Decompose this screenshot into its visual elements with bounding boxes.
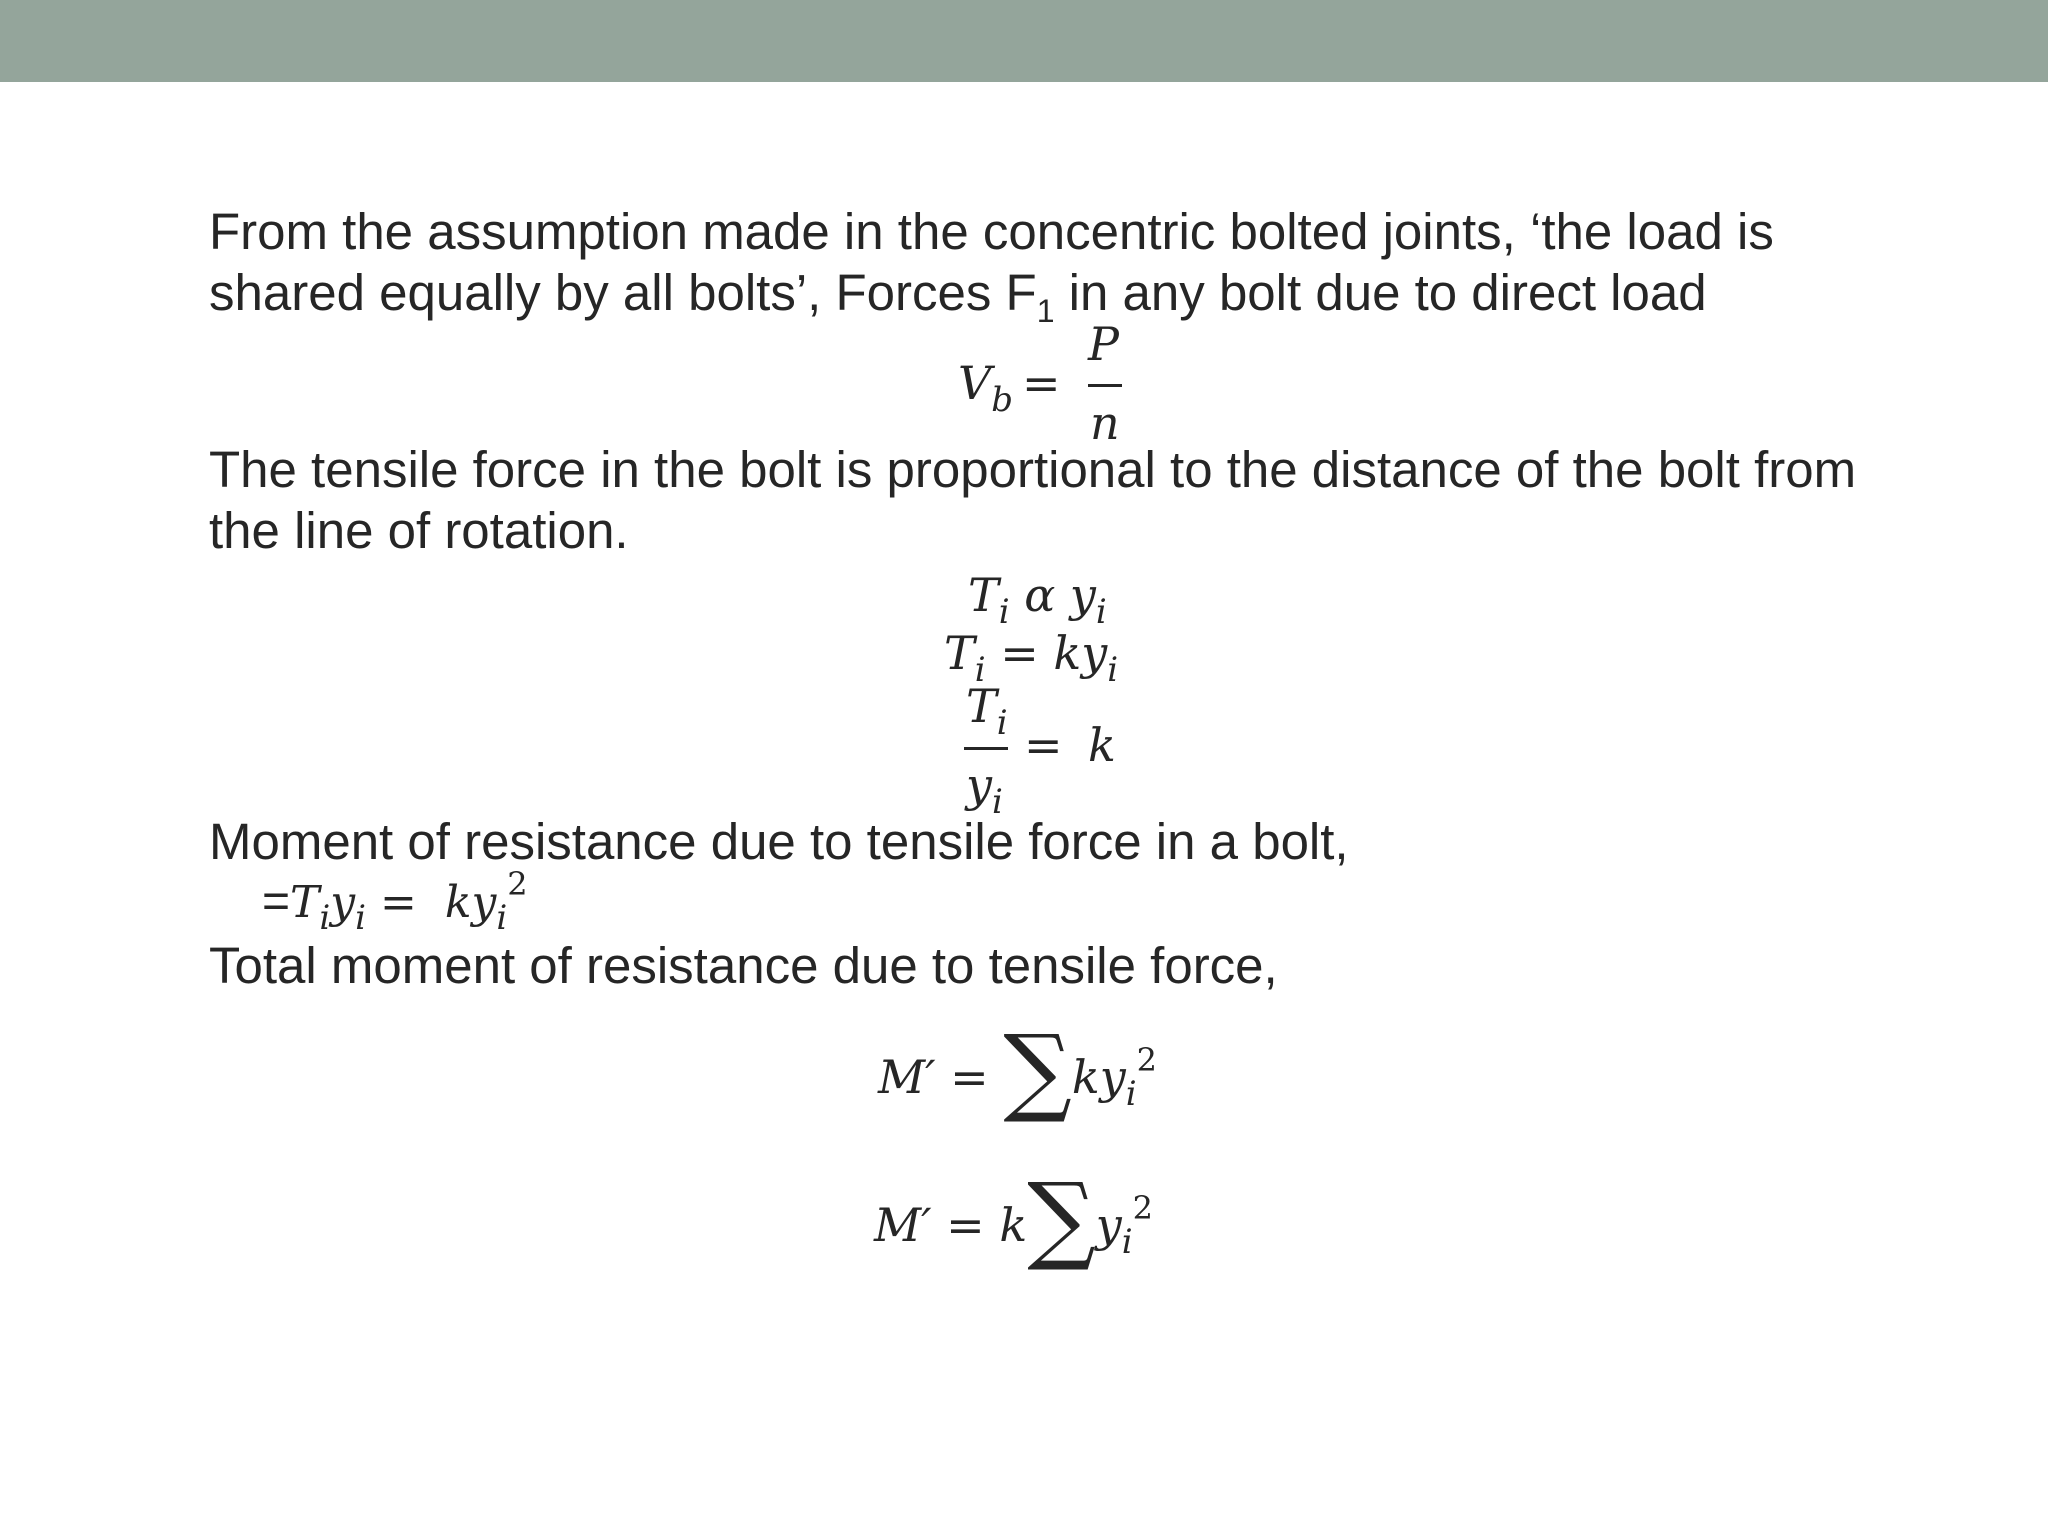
eq3-k: k <box>1053 626 1082 680</box>
eq4-T-subscript: i <box>996 703 1008 743</box>
eq4-denominator <box>966 758 1003 822</box>
eq6-y: y <box>1099 1050 1126 1104</box>
eq7-superscript: 2 <box>1132 1189 1153 1227</box>
eq6-y-subscript: i <box>1125 1074 1137 1114</box>
eq2-T: T <box>968 568 999 622</box>
eq3 <box>944 626 1119 690</box>
eq5-T-subscript: i <box>319 898 331 938</box>
eq5-y2: y <box>471 877 497 928</box>
eq1-denominator: n <box>1090 396 1120 450</box>
eq5-y: y <box>330 877 356 928</box>
eq3-T: T <box>944 626 975 680</box>
eq4-T: T <box>966 679 997 733</box>
eq4-fraction-bar <box>964 747 1008 750</box>
para1-line1: From the assumption made in the concentric bolted joints, ‘the load is <box>209 203 1774 260</box>
eq7 <box>874 1160 1153 1274</box>
eq6-superscript: 2 <box>1136 1041 1157 1079</box>
eq5 <box>262 865 528 938</box>
eq5-T: T <box>290 877 320 928</box>
eq1-equals: = <box>1022 356 1061 410</box>
para1-line2-subscript: 1 <box>1036 293 1055 329</box>
eq7-equals: = <box>946 1198 985 1252</box>
para1-line2 <box>209 264 1707 329</box>
eq4-y: y <box>966 758 992 812</box>
eq4-k: k <box>1088 718 1116 772</box>
eq5-y-subscript: i <box>355 898 366 938</box>
eq1-lhs <box>958 356 1013 420</box>
top-header-band <box>0 0 2048 82</box>
eq4-equals: = <box>1024 718 1063 772</box>
eq3-equals: = <box>1000 626 1039 680</box>
eq1-fraction-bar <box>1088 384 1122 387</box>
eq7-M-prime: M′ <box>874 1198 932 1252</box>
eq4-numerator <box>966 679 1008 743</box>
eq3-y-subscript: i <box>1107 650 1119 690</box>
eq6-k: k <box>1071 1050 1100 1104</box>
eq7-y: y <box>1095 1198 1122 1252</box>
eq5-prefix-equals: = <box>262 875 291 928</box>
eq2-alpha: α <box>1024 568 1056 622</box>
para2-line1: The tensile force in the bolt is proportional to the distance of the bolt from <box>209 441 1857 498</box>
eq5-y2-subscript: i <box>496 898 508 938</box>
eq5-equals: = <box>380 877 417 928</box>
eq1-V: V <box>958 356 992 410</box>
eq2-i-subscript: i <box>998 592 1010 632</box>
para3-line1: Moment of resistance due to tensile force in a bolt, <box>209 813 1349 870</box>
eq6-M-prime: M′ <box>878 1050 936 1104</box>
eq5-superscript: 2 <box>507 865 528 903</box>
para1-line2-a: shared equally by all bolts’, Forces F <box>209 264 1037 321</box>
eq2-y-subscript: i <box>1095 592 1107 632</box>
eq7-y-subscript: i <box>1121 1222 1133 1262</box>
para4-line1: Total moment of resistance due to tensile force, <box>209 937 1278 994</box>
eq2-y: y <box>1069 568 1096 622</box>
eq2 <box>968 568 1107 632</box>
eq6-equals: = <box>950 1050 989 1104</box>
eq1-b-subscript: b <box>991 380 1013 420</box>
eq4-y-subscript: i <box>992 782 1003 822</box>
eq7-k: k <box>999 1198 1028 1252</box>
eq7-summation-symbol: ∑ <box>1027 1162 1096 1274</box>
eq3-i-subscript: i <box>974 650 986 690</box>
para1-line2-b: in any bolt due to direct load <box>1054 264 1707 321</box>
eq6-summation-symbol: ∑ <box>1003 1014 1072 1126</box>
eq1-numerator: P <box>1088 317 1119 371</box>
eq5-k: k <box>444 877 472 928</box>
eq6 <box>878 1012 1157 1126</box>
eq3-y: y <box>1081 626 1108 680</box>
para2-line2: the line of rotation. <box>209 502 629 559</box>
